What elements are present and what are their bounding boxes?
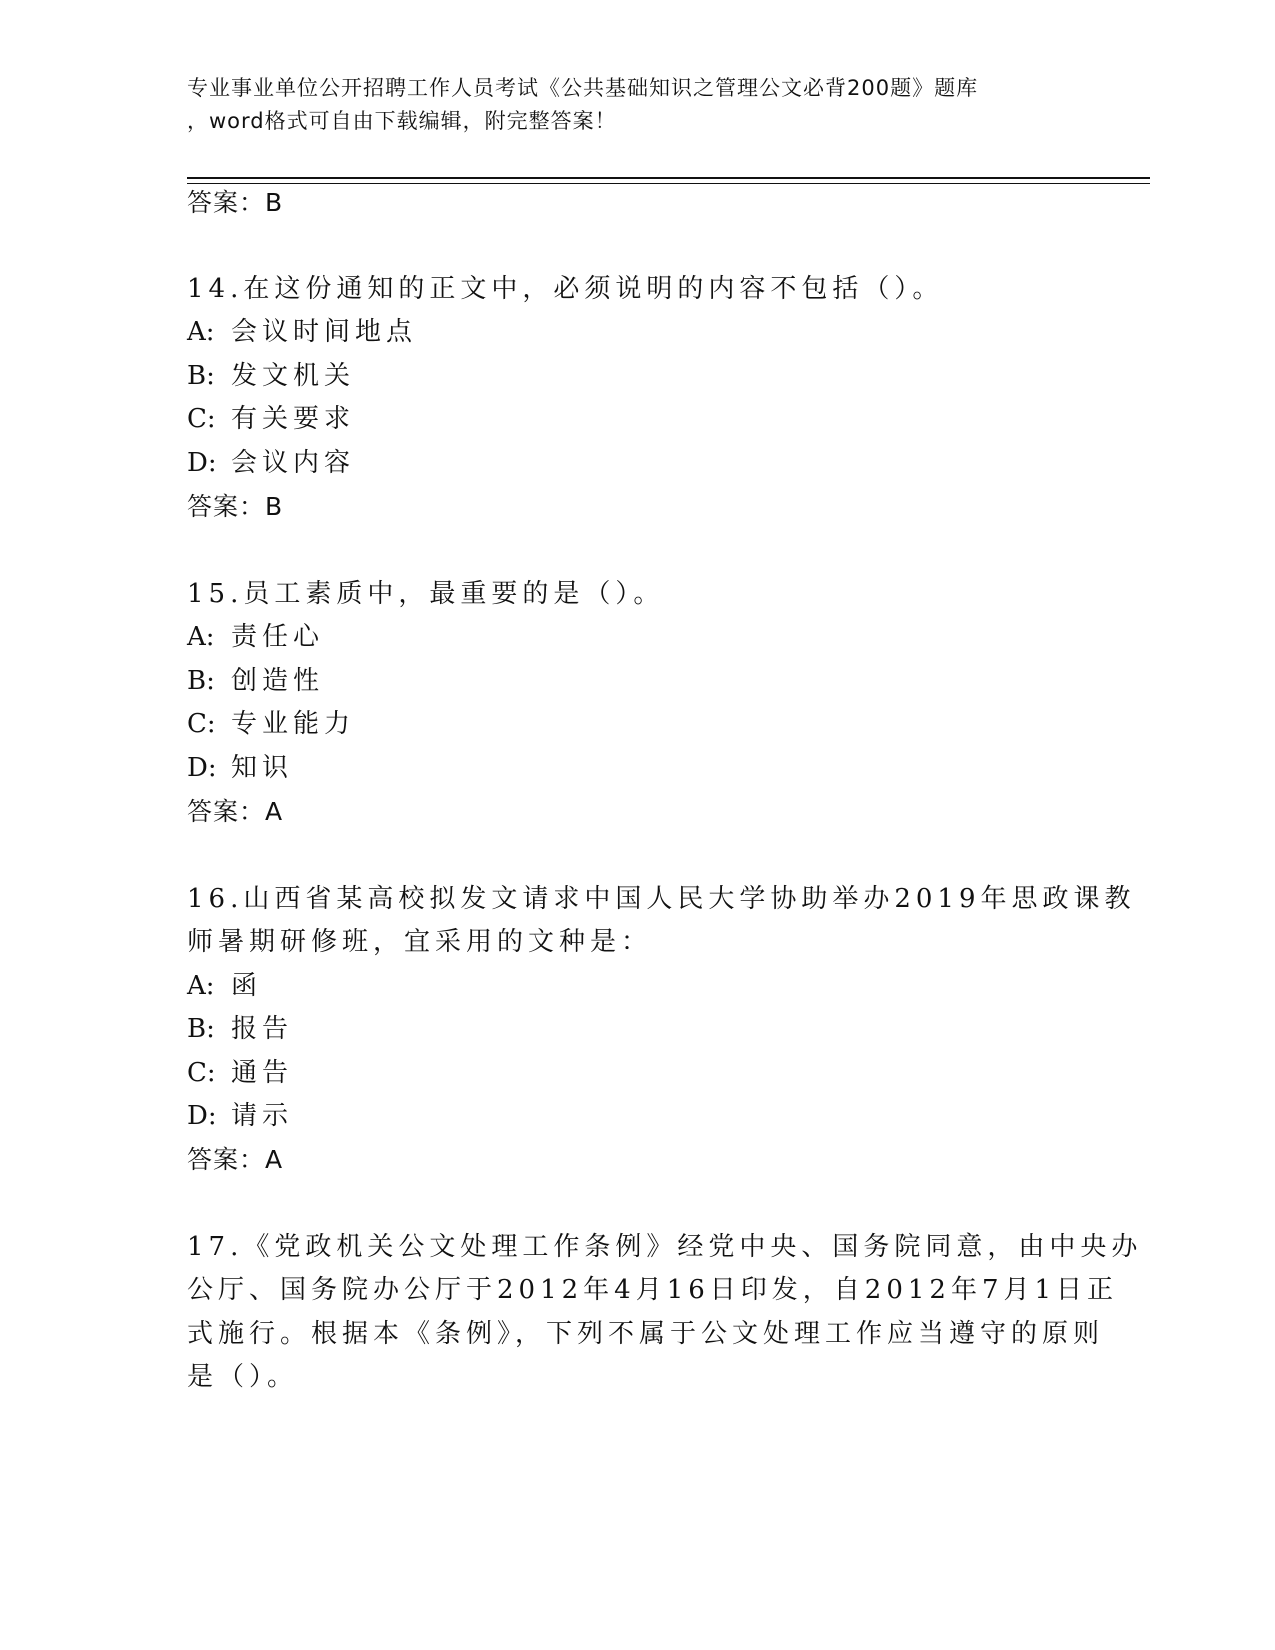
option-text: 通告 xyxy=(231,1058,294,1088)
option-text: 报告 xyxy=(231,1014,294,1044)
question-16-option-a xyxy=(187,969,262,1003)
option-text: 函 xyxy=(231,971,263,1001)
option-label: C: xyxy=(187,404,216,434)
option-label: A: xyxy=(187,622,215,652)
question-15-option-d xyxy=(187,751,293,785)
option-label: A: xyxy=(187,317,215,347)
option-text: 创造性 xyxy=(231,666,325,696)
option-label: B: xyxy=(187,1014,215,1044)
question-15-option-c xyxy=(187,707,355,741)
option-text: 知识 xyxy=(231,753,294,783)
answer-16: 答案：A xyxy=(187,1145,284,1174)
header-rule-thick xyxy=(187,177,1150,179)
option-label: D: xyxy=(187,753,217,783)
question-16-line-1: 16.山西省某高校拟发文请求中国人民大学协助举办2019年思政课教 xyxy=(187,884,1136,914)
option-text: 会议内容 xyxy=(231,448,356,478)
question-17-line-3: 式施行。根据本《条例》，下列不属于公文处理工作应当遵守的原则 xyxy=(187,1319,1105,1349)
header-line-1: 专业事业单位公开招聘工作人员考试《公共基础知识之管理公文必背200题》题库 xyxy=(187,76,979,100)
question-15-line-1: 15.员工素质中，最重要的是（）。 xyxy=(187,579,665,609)
question-14-option-c xyxy=(187,402,355,436)
answer-15: 答案：A xyxy=(187,797,284,826)
option-text: 会议时间地点 xyxy=(231,317,418,347)
option-label: B: xyxy=(187,361,215,391)
option-label: A: xyxy=(187,971,215,1001)
question-16-option-b xyxy=(187,1012,293,1046)
option-label: D: xyxy=(187,448,217,478)
question-15-option-b xyxy=(187,664,324,698)
question-16-option-d xyxy=(187,1099,293,1133)
question-14-option-a xyxy=(187,315,417,349)
option-label: D: xyxy=(187,1101,217,1131)
option-text: 专业能力 xyxy=(231,709,356,739)
question-14-option-b xyxy=(187,359,355,393)
option-label: C: xyxy=(187,1058,216,1088)
option-text: 发文机关 xyxy=(231,361,356,391)
option-text: 责任心 xyxy=(231,622,325,652)
option-text: 请示 xyxy=(231,1101,294,1131)
answer-14: 答案：B xyxy=(187,492,284,521)
question-17-line-4: 是（）。 xyxy=(187,1362,299,1392)
header-line-2: ，word格式可自由下载编辑，附完整答案！ xyxy=(187,109,617,133)
answer-13: 答案：B xyxy=(187,188,284,217)
option-label: C: xyxy=(187,709,216,739)
option-text: 有关要求 xyxy=(231,404,356,434)
question-16-line-2: 师暑期研修班，宜采用的文种是： xyxy=(187,927,653,957)
option-label: B: xyxy=(187,666,215,696)
document-header xyxy=(187,72,1087,138)
header-rule-thin xyxy=(187,183,1150,184)
question-17-line-1: 17.《党政机关公文处理工作条例》经党中央、国务院同意，由中央办 xyxy=(187,1232,1143,1262)
question-14-line-1: 14.在这份通知的正文中，必须说明的内容不包括（）。 xyxy=(187,274,944,304)
question-17-line-2: 公厅、国务院办公厅于2012年4月16日印发，自2012年7月1日正 xyxy=(187,1275,1119,1305)
question-14-option-d xyxy=(187,446,355,480)
question-15-option-a xyxy=(187,620,324,654)
question-16-option-c xyxy=(187,1056,293,1090)
